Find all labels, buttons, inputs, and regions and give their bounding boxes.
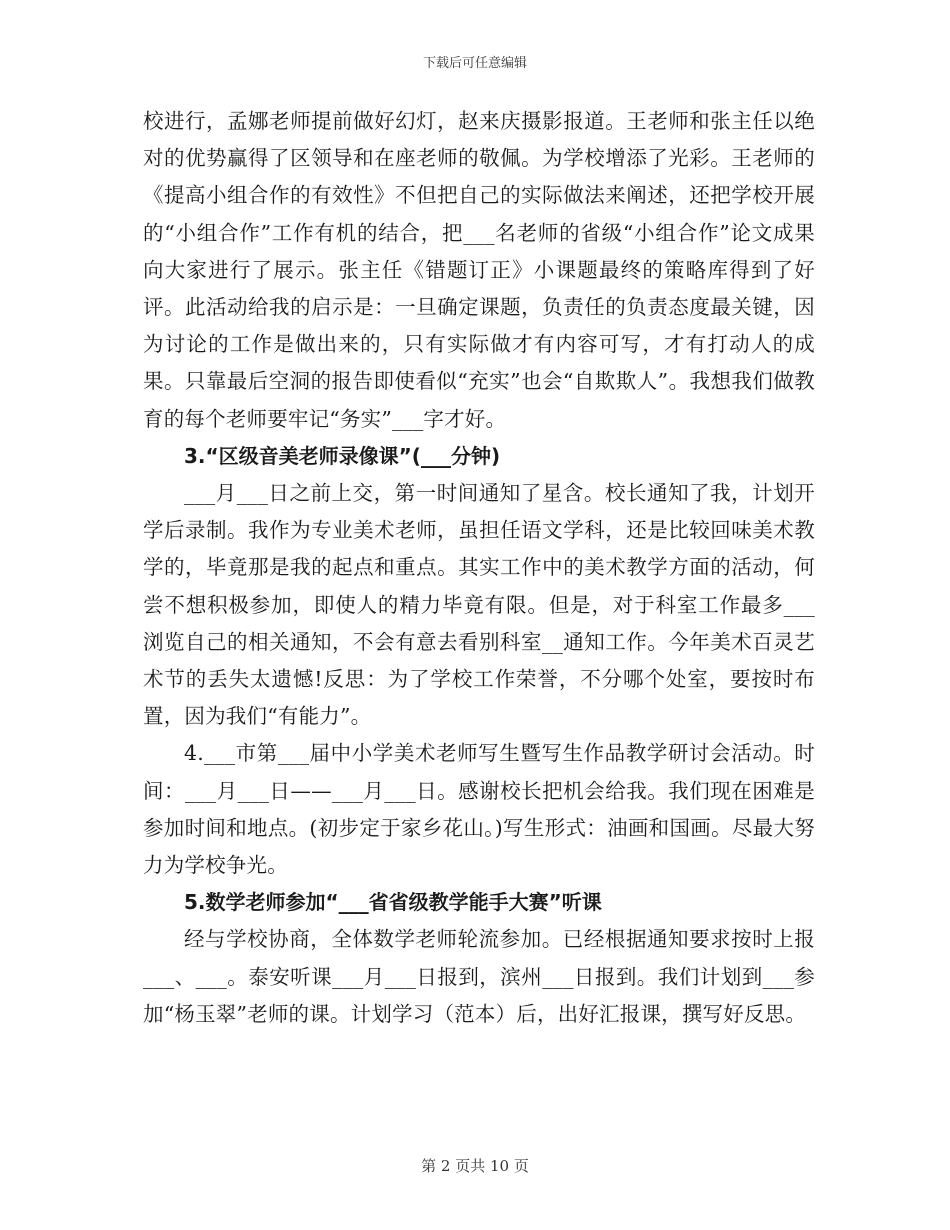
section-heading-5: 5.数学老师参加“___省省级教学能手大赛”听课: [184, 890, 602, 915]
page-header: 下载后可任意编辑: [422, 56, 527, 71]
paragraph-3: 4.___市第___届中小学美术老师写生暨写生作品教学研讨会活动。时间：___月___日——___月___日。感谢校长把机会给我。我们现在困难是参加时间和地点。(初步定于家乡花山。)写生形式：油画和国画。尽最大努力为学校争光。: [143, 741, 815, 878]
paragraph-1: 校进行，孟娜老师提前做好幻灯，赵来庆摄影报道。王老师和张主任以绝对的优势赢得了区领导和在座老师的敬佩。为学校增添了光彩。王老师的《提高小组合作的有效性》不但把自己的实际做法来阐述，还把学校开展的“小组合作”工作有机的结合，把___名老师的省级“小组合作”论文成果向大家进行了展示。张主任《错题订正》小课题最终的策略库得到了好评。此活动给我的启示是：一旦确定课题，负责任的负责态度最关键，因为讨论的工作是做出来的，只有实际做才有内容可写，才有打动人的成果。只靠最后空洞的报告即使看似“充实”也会“自欺欺人”。我想我们做教育的每个老师要牢记“务实”___字才好。: [143, 109, 815, 431]
section-heading-3: 3.“区级音美老师录像课”(___分钟): [184, 443, 501, 468]
page-footer: 第 2 页共 10 页: [421, 1157, 529, 1175]
paragraph-4: 经与学校协商，全体数学老师轮流参加。已经根据通知要求按时上报___、___。泰安听课___月___日报到，滨州___日报到。我们计划到___参加“杨玉翠”老师的课。计划学习（范本）后，出好汇报课，撰写好反思。: [143, 927, 815, 1026]
paragraph-2: ___月___日之前上交，第一时间通知了星含。校长通知了我，计划开学后录制。我作为专业美术老师，虽担任语文学科，还是比较回味美术教学的，毕竟那是我的起点和重点。其实工作中的美术教学方面的活动，何尝不想积极参加，即使人的精力毕竟有限。但是，对于科室工作最多___浏览自己的相关通知，不会有意去看别科室__通知工作。今年美术百灵艺术节的丢失太遗憾!反思：为了学校工作荣誉，不分哪个处室，要按时布置，因为我们“有能力”。: [143, 481, 815, 729]
document-body: [143, 103, 815, 1033]
